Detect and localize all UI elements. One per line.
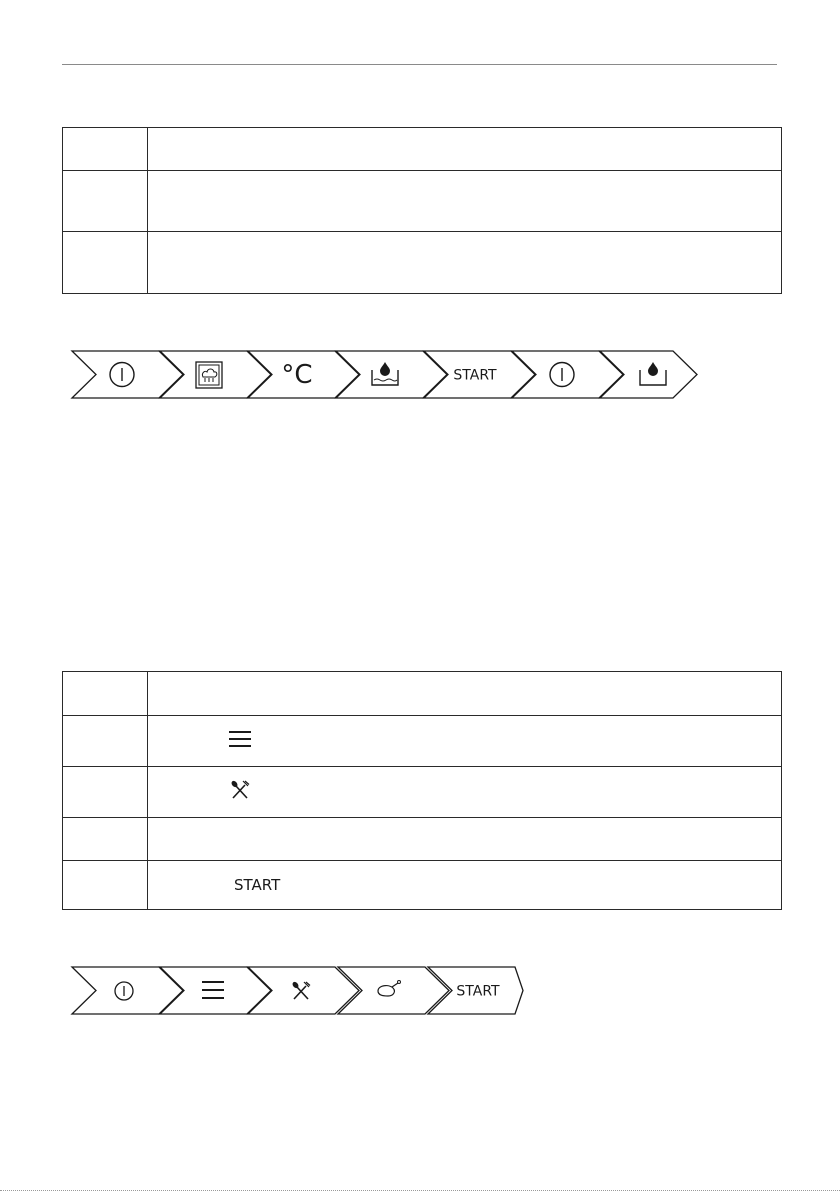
steps-table-1 [62,127,782,294]
step-number [63,767,148,818]
start-label: START [456,983,500,1000]
table-row [63,861,782,910]
step-text [148,672,782,716]
step-text [148,128,782,171]
steam-flow-diagram [0,340,840,410]
cutlery-icon [230,780,250,800]
header-rule [62,64,777,65]
start-label: START [234,876,281,894]
table-row [63,767,782,818]
step-number [63,171,148,232]
start-label: START [453,367,497,384]
step-number [63,818,148,861]
step-cell [148,861,782,910]
step-cell [148,716,782,767]
steps-table-2 [62,671,782,910]
step-text [148,171,782,232]
step-number [63,232,148,294]
step-number [63,861,148,910]
table-row [63,672,782,716]
step-number [63,128,148,171]
step-cell [148,767,782,818]
step-number [63,672,148,716]
table-row [63,818,782,861]
step-text [148,232,782,294]
table-row [63,232,782,294]
table-row [63,716,782,767]
menu-flow-diagram [0,956,840,1026]
table-row [63,128,782,171]
step-text [148,818,782,861]
menu-icon [228,729,252,749]
temperature-icon: °C [281,360,313,390]
table-row [63,171,782,232]
page-edge [0,1190,840,1191]
step-number [63,716,148,767]
